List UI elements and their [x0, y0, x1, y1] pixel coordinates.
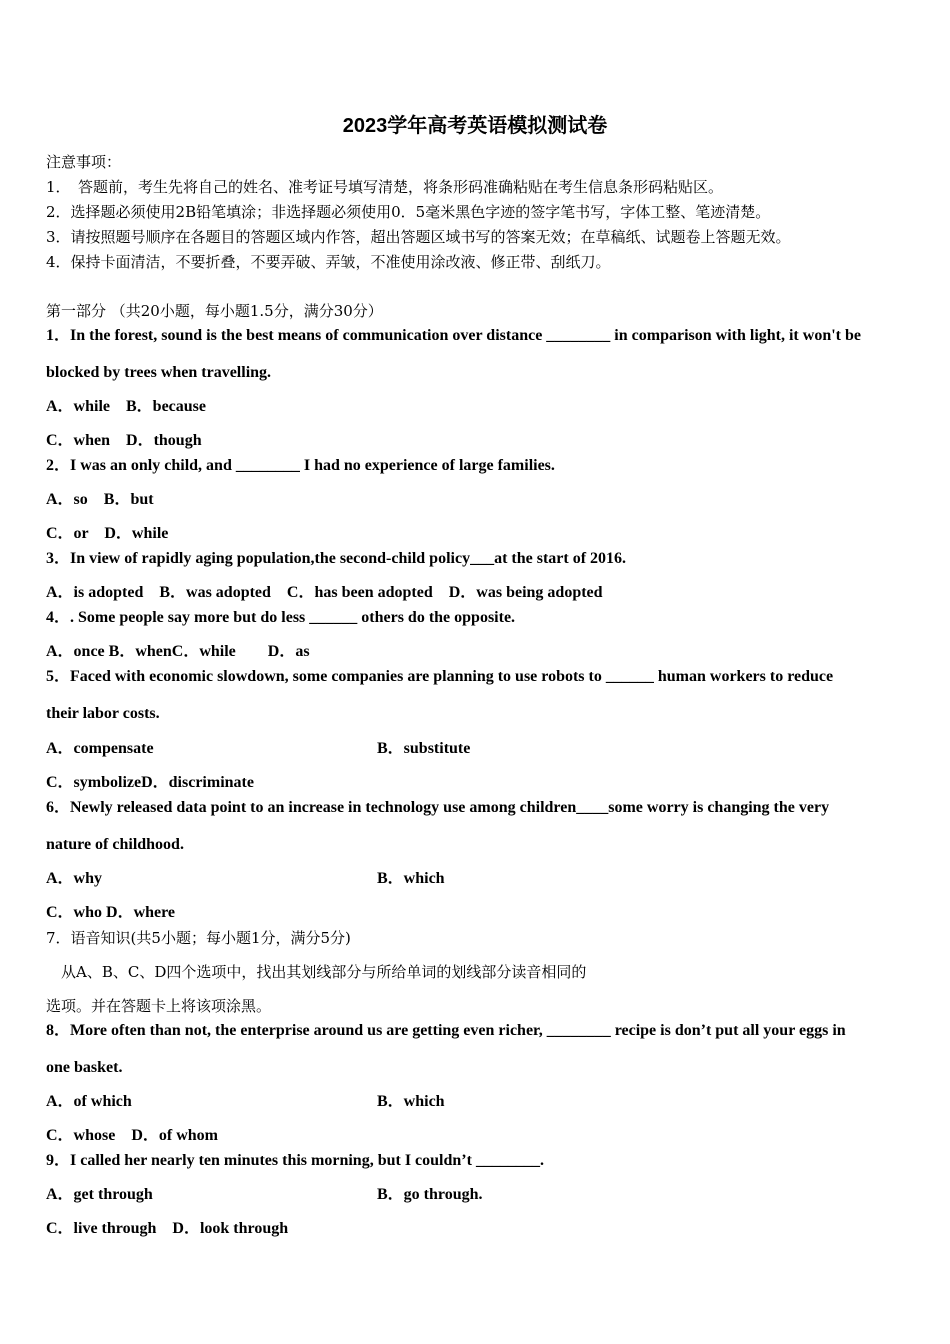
question-7-text: 7．语音知识(共5小题；每小题1分，满分5分) [46, 929, 351, 947]
question-9-options: C．live through D．look through [46, 1220, 289, 1237]
notice-item: 4．保持卡面清洁，不要折叠，不要弄破、弄皱，不准使用涂改液、修正带、刮纸刀。 [46, 253, 611, 271]
question-5-text-cont: their labor costs. [46, 705, 160, 722]
question-3-options: A．is adopted B．was adopted C．has been adopted D．was being adopted [46, 584, 603, 601]
question-2-text: 2．I was an only child, and ________ I had no experience of large families. [46, 457, 555, 474]
question-6-text: 6．Newly released data point to an increase in technology use among children____some worry is changing the very [46, 799, 830, 816]
question-7-instruction-cont: 选项。并在答题卡上将该项涂黑。 [46, 997, 272, 1015]
question-3-text: 3．In view of rapidly aging population,the second-child policy___at the start of 2016. [46, 550, 627, 567]
question-8-text-cont: one basket. [46, 1059, 123, 1076]
notice-heading: 注意事项： [46, 153, 122, 171]
question-4-options: A．once B．whenC．while D．as [46, 643, 310, 660]
question-5-option-b: B．substitute [377, 740, 471, 757]
question-1-text: 1．In the forest, sound is the best means of communication over distance ________ in comparison with light, it won't be [46, 327, 861, 344]
question-8-options: C．whose D．of whom [46, 1127, 219, 1144]
question-5-text: 5．Faced with economic slowdown, some companies are planning to use robots to ______ human workers to reduce [46, 668, 834, 685]
question-6-option-a: A．why [46, 870, 103, 887]
question-6-options: C．who D．where [46, 904, 176, 921]
question-1-text-cont: blocked by trees when travelling. [46, 364, 272, 381]
notice-item: 1． 答题前，考生先将自己的姓名、准考证号填写清楚，将条形码准确粘贴在考生信息条形码粘贴区。 [46, 178, 724, 196]
question-8-option-b: B．which [377, 1093, 445, 1110]
question-1-options: A．while B．because [46, 398, 207, 415]
question-6-option-b: B．which [377, 870, 445, 887]
question-9-option-b: B．go through. [377, 1186, 483, 1203]
question-2-options: A．so B．but [46, 491, 154, 508]
question-6-text-cont: nature of childhood. [46, 836, 184, 853]
question-8-text: 8．More often than not, the enterprise around us are getting even richer, ________ recipe is don’t put all your eggs in [46, 1022, 846, 1039]
question-1-options: C．when D．though [46, 432, 202, 449]
question-8-option-a: A．of which [46, 1093, 132, 1110]
section-heading: 第一部分 （共20小题，每小题1.5分，满分30分） [46, 302, 383, 320]
question-5-options: C．symbolizeD．discriminate [46, 774, 254, 791]
question-2-options: C．or D．while [46, 525, 169, 542]
question-5-option-a: A．compensate [46, 740, 154, 757]
question-7-instruction: 从A、B、C、D四个选项中，找出其划线部分与所给单词的划线部分读音相同的 [46, 963, 587, 981]
question-9-option-a: A．get through [46, 1186, 153, 1203]
notice-item: 2．选择题必须使用2B铅笔填涂；非选择题必须使用0．5毫米黑色字迹的签字笔书写，字体工整、笔迹清楚。 [46, 203, 771, 221]
question-4-text: 4．. Some people say more but do less ______ others do the opposite. [46, 609, 516, 626]
page-title: 2023学年高考英语模拟测试卷 [342, 115, 608, 137]
question-9-text: 9．I called her nearly ten minutes this morning, but I couldn’t ________. [46, 1152, 544, 1169]
notice-item: 3．请按照题号顺序在各题目的答题区域内作答，超出答题区域书写的答案无效；在草稿纸、试题卷上答题无效。 [46, 228, 791, 246]
